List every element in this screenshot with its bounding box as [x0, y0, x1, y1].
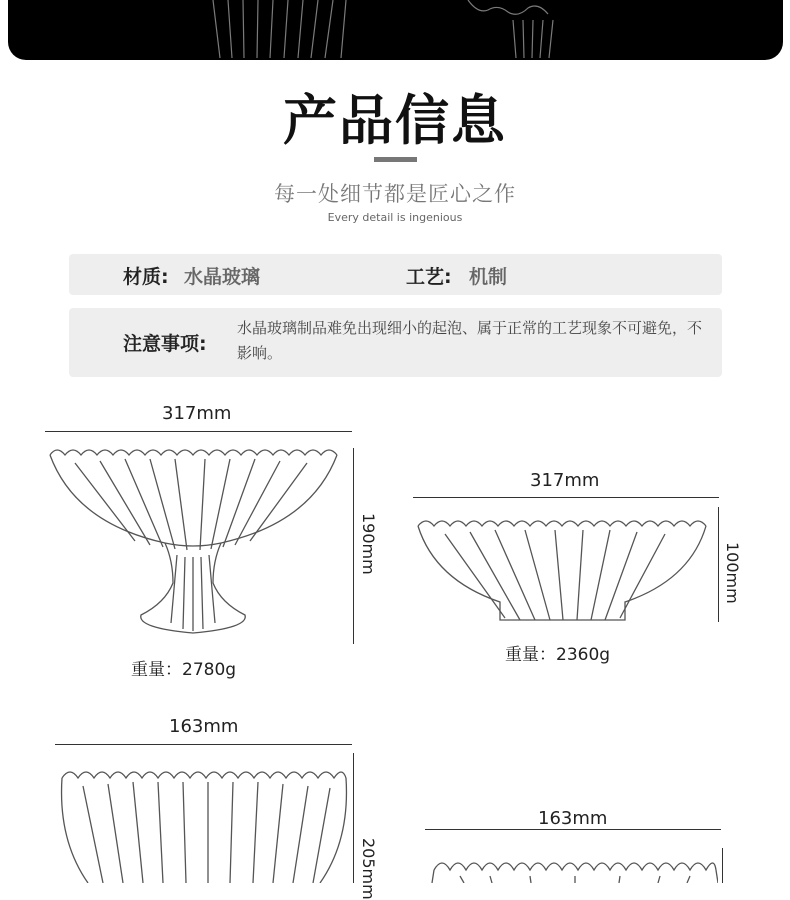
product-4-height-line [722, 848, 723, 883]
product-3-width: 163mm [169, 716, 239, 737]
product-3-height: 205mm [359, 838, 378, 900]
product-1-width-line [45, 431, 352, 432]
notice-text: 水晶玻璃制品难免出现细小的起泡、属于正常的工艺现象不可避免，不影响。 [237, 319, 703, 362]
product-2-width-line [413, 497, 719, 498]
product-4-width-line [425, 829, 721, 830]
product-2-height-line [718, 507, 719, 622]
page-subtitle: 每一处细节都是匠心之作 [274, 182, 516, 206]
notice-box [69, 308, 722, 377]
product-2-width: 317mm [530, 470, 600, 491]
product-3-deep-bowl-image [58, 760, 348, 883]
product-1-height-line [353, 448, 354, 644]
product-4-small-bowl-image [430, 850, 718, 883]
top-product-banner [8, 0, 783, 60]
craft-value: 机制 [469, 266, 508, 288]
product-1-height: 190mm [359, 513, 378, 575]
product-2-height: 100mm [723, 542, 742, 604]
material-value: 水晶玻璃 [184, 266, 261, 288]
page-subtitle-english: Every detail is ingenious [327, 211, 463, 224]
title-divider [374, 157, 417, 162]
product-1-footed-bowl-image [45, 443, 340, 641]
material-craft-box [69, 254, 722, 295]
product-2-weight: 重量：2360g [505, 645, 611, 665]
product-4-width: 163mm [538, 808, 608, 829]
banner-glass-photo [8, 0, 783, 60]
notice-label: 注意事项: [123, 333, 207, 355]
product-2-low-bowl-image [415, 512, 710, 624]
craft-label: 工艺: [406, 266, 452, 288]
product-1-weight: 重量：2780g [131, 660, 237, 680]
page-title: 产品信息 [283, 89, 507, 152]
product-1-width: 317mm [162, 403, 232, 424]
material-label: 材质: [123, 266, 169, 288]
product-3-width-line [55, 744, 352, 745]
product-3-height-line [353, 753, 354, 883]
